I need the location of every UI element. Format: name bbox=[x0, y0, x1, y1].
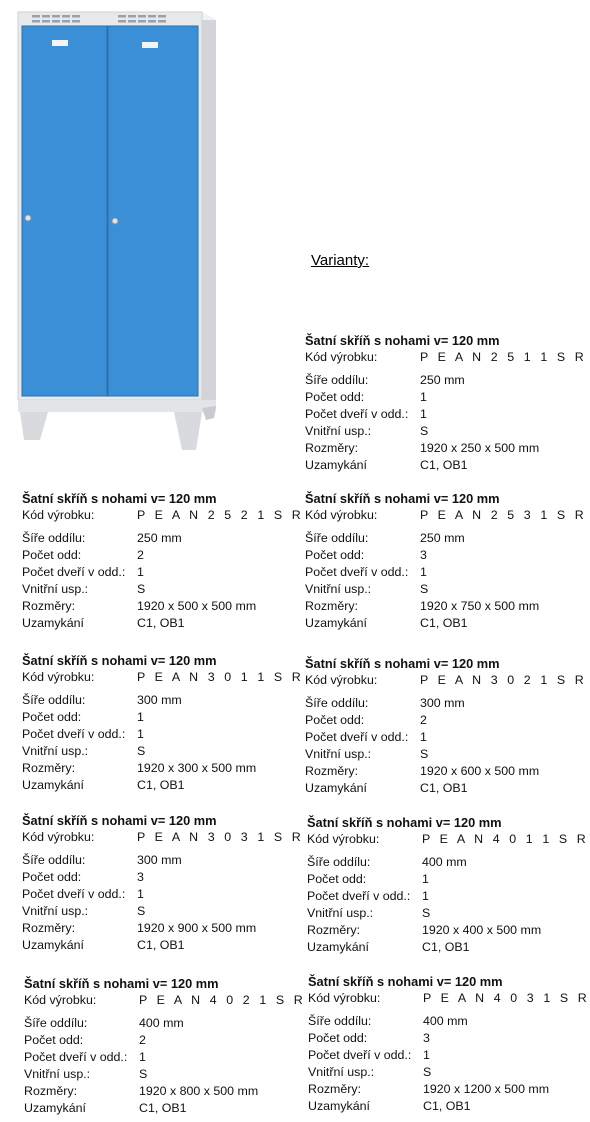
product-code-label: Kód výrobku: bbox=[24, 993, 97, 1007]
spec-label: Uzamykání bbox=[24, 1101, 86, 1115]
spec-label: Uzamykání bbox=[22, 938, 84, 952]
spec-value: 1 bbox=[137, 727, 144, 741]
spec-row bbox=[22, 564, 277, 581]
spec-value: 1920 x 600 x 500 mm bbox=[420, 764, 540, 778]
spec-row bbox=[22, 903, 277, 920]
spec-row bbox=[22, 598, 277, 615]
spec-label: Počet odd: bbox=[308, 1031, 368, 1045]
spec-row bbox=[22, 547, 277, 564]
spec-value: C1, OB1 bbox=[137, 778, 185, 792]
locker-product-image bbox=[10, 8, 220, 456]
spec-row bbox=[307, 905, 562, 922]
spec-row bbox=[22, 615, 277, 632]
spec-value: S bbox=[423, 1065, 432, 1079]
product-code-row bbox=[308, 990, 590, 1007]
spec-value: 1 bbox=[137, 887, 144, 901]
product-code-value: P E A N 3 0 1 1 S R bbox=[137, 670, 304, 684]
spec-value: S bbox=[139, 1067, 148, 1081]
variant-title: Šatní skříň s nohami v= 120 mm bbox=[24, 976, 219, 991]
spec-value: 1 bbox=[137, 710, 144, 724]
spec-label: Šíře oddílu: bbox=[305, 531, 369, 545]
spec-value: C1, OB1 bbox=[137, 616, 185, 630]
variant-spec-block bbox=[305, 655, 587, 797]
spec-label: Šíře oddílu: bbox=[305, 373, 369, 387]
product-code-row bbox=[22, 669, 304, 686]
spec-row bbox=[308, 1030, 563, 1047]
spec-value: 1 bbox=[422, 889, 429, 903]
spec-label: Počet dveří v odd.: bbox=[24, 1050, 128, 1064]
spec-row bbox=[24, 1066, 279, 1083]
spec-value: 1920 x 250 x 500 mm bbox=[420, 441, 540, 455]
spec-value: 1 bbox=[420, 730, 427, 744]
spec-row bbox=[305, 615, 560, 632]
product-code-value: P E A N 2 5 1 1 S R bbox=[420, 350, 587, 364]
spec-row bbox=[305, 712, 560, 729]
spec-row bbox=[308, 1047, 563, 1064]
variant-title: Šatní skříň s nohami v= 120 mm bbox=[305, 333, 500, 348]
spec-label: Uzamykání bbox=[305, 616, 367, 630]
spec-label: Šíře oddílu: bbox=[22, 531, 86, 545]
spec-row bbox=[305, 763, 560, 780]
spec-label: Vnitřní usp.: bbox=[24, 1067, 91, 1081]
spec-label: Šíře oddílu: bbox=[24, 1016, 88, 1030]
product-code-value: P E A N 3 0 3 1 S R bbox=[137, 830, 304, 844]
spec-label: Rozměry: bbox=[22, 761, 76, 775]
spec-value: 400 mm bbox=[139, 1016, 184, 1030]
variant-title: Šatní skříň s nohami v= 120 mm bbox=[22, 813, 217, 828]
variant-spec-block bbox=[307, 814, 589, 956]
product-code-row bbox=[305, 349, 587, 366]
product-code-row bbox=[24, 992, 306, 1009]
spec-value: 250 mm bbox=[420, 373, 465, 387]
spec-label: Uzamykání bbox=[307, 940, 369, 954]
spec-row bbox=[305, 423, 560, 440]
spec-label: Počet odd: bbox=[22, 548, 82, 562]
spec-value: C1, OB1 bbox=[420, 616, 468, 630]
spec-value: 1920 x 500 x 500 mm bbox=[137, 599, 257, 613]
spec-row bbox=[307, 922, 562, 939]
variant-spec-block bbox=[22, 652, 304, 794]
spec-label: Počet odd: bbox=[22, 870, 82, 884]
variant-title: Šatní skříň s nohami v= 120 mm bbox=[307, 815, 502, 830]
product-code-label: Kód výrobku: bbox=[305, 350, 378, 364]
variant-spec-block bbox=[22, 812, 304, 954]
spec-row bbox=[305, 406, 560, 423]
spec-label: Rozměry: bbox=[22, 921, 76, 935]
spec-label: Uzamykání bbox=[305, 781, 367, 795]
spec-row bbox=[307, 888, 562, 905]
spec-value: 1920 x 900 x 500 mm bbox=[137, 921, 257, 935]
spec-row bbox=[22, 760, 277, 777]
product-code-value: P E A N 4 0 3 1 S R bbox=[423, 991, 590, 1005]
variant-spec-block bbox=[24, 975, 306, 1117]
product-code-label: Kód výrobku: bbox=[22, 670, 95, 684]
spec-row bbox=[24, 1049, 279, 1066]
spec-row bbox=[305, 440, 560, 457]
spec-row bbox=[22, 852, 277, 869]
spec-row bbox=[305, 530, 560, 547]
variants-heading: Varianty: bbox=[311, 252, 370, 269]
spec-value: 3 bbox=[137, 870, 144, 884]
spec-row bbox=[22, 869, 277, 886]
variant-title: Šatní skříň s nohami v= 120 mm bbox=[305, 656, 500, 671]
spec-value: C1, OB1 bbox=[420, 458, 468, 472]
spec-label: Počet odd: bbox=[305, 390, 365, 404]
spec-value: 250 mm bbox=[420, 531, 465, 545]
spec-row bbox=[305, 780, 560, 797]
spec-row bbox=[305, 746, 560, 763]
spec-value: 250 mm bbox=[137, 531, 182, 545]
variant-spec-block bbox=[22, 490, 304, 632]
product-code-row bbox=[22, 829, 304, 846]
spec-row bbox=[22, 530, 277, 547]
spec-label: Uzamykání bbox=[308, 1099, 370, 1113]
spec-row bbox=[24, 1100, 279, 1117]
spec-value: 300 mm bbox=[137, 693, 182, 707]
spec-label: Šíře oddílu: bbox=[305, 696, 369, 710]
spec-label: Počet dveří v odd.: bbox=[305, 730, 409, 744]
spec-label: Vnitřní usp.: bbox=[22, 744, 89, 758]
spec-label: Uzamykání bbox=[22, 616, 84, 630]
product-code-row bbox=[307, 831, 589, 848]
spec-row bbox=[22, 777, 277, 794]
spec-row bbox=[22, 581, 277, 598]
spec-row bbox=[305, 389, 560, 406]
spec-value: 2 bbox=[139, 1033, 146, 1047]
spec-label: Počet dveří v odd.: bbox=[308, 1048, 412, 1062]
spec-label: Rozměry: bbox=[308, 1082, 362, 1096]
spec-value: 1920 x 300 x 500 mm bbox=[137, 761, 257, 775]
spec-label: Šíře oddílu: bbox=[22, 853, 86, 867]
spec-value: 300 mm bbox=[420, 696, 465, 710]
spec-label: Počet dveří v odd.: bbox=[22, 887, 126, 901]
spec-row bbox=[308, 1064, 563, 1081]
spec-label: Vnitřní usp.: bbox=[305, 582, 372, 596]
spec-label: Vnitřní usp.: bbox=[307, 906, 374, 920]
product-code-label: Kód výrobku: bbox=[308, 991, 381, 1005]
spec-row bbox=[305, 729, 560, 746]
spec-value: 1920 x 1200 x 500 mm bbox=[423, 1082, 550, 1096]
spec-label: Uzamykání bbox=[305, 458, 367, 472]
spec-value: 1 bbox=[139, 1050, 146, 1064]
spec-label: Počet odd: bbox=[305, 548, 365, 562]
spec-value: C1, OB1 bbox=[137, 938, 185, 952]
spec-value: 1 bbox=[137, 565, 144, 579]
spec-label: Vnitřní usp.: bbox=[22, 582, 89, 596]
product-code-label: Kód výrobku: bbox=[307, 832, 380, 846]
spec-row bbox=[305, 457, 560, 474]
product-code-value: P E A N 4 0 2 1 S R bbox=[139, 993, 306, 1007]
spec-value: S bbox=[420, 582, 429, 596]
spec-row bbox=[307, 939, 562, 956]
product-code-label: Kód výrobku: bbox=[305, 673, 378, 687]
spec-row bbox=[24, 1032, 279, 1049]
spec-value: S bbox=[137, 904, 146, 918]
product-code-value: P E A N 4 0 1 1 S R bbox=[422, 832, 589, 846]
variant-title: Šatní skříň s nohami v= 120 mm bbox=[22, 491, 217, 506]
spec-label: Počet dveří v odd.: bbox=[22, 727, 126, 741]
spec-label: Vnitřní usp.: bbox=[308, 1065, 375, 1079]
spec-label: Počet dveří v odd.: bbox=[22, 565, 126, 579]
spec-row bbox=[305, 581, 560, 598]
spec-label: Rozměry: bbox=[305, 599, 359, 613]
spec-label: Počet dveří v odd.: bbox=[305, 407, 409, 421]
spec-label: Počet odd: bbox=[24, 1033, 84, 1047]
spec-label: Uzamykání bbox=[22, 778, 84, 792]
spec-label: Vnitřní usp.: bbox=[305, 747, 372, 761]
spec-row bbox=[307, 854, 562, 871]
spec-label: Šíře oddílu: bbox=[308, 1014, 372, 1028]
spec-value: S bbox=[137, 744, 146, 758]
spec-value: 1 bbox=[420, 407, 427, 421]
spec-row bbox=[22, 920, 277, 937]
spec-value: 400 mm bbox=[423, 1014, 468, 1028]
spec-value: C1, OB1 bbox=[139, 1101, 187, 1115]
spec-row bbox=[305, 372, 560, 389]
spec-label: Šíře oddílu: bbox=[307, 855, 371, 869]
variant-title: Šatní skříň s nohami v= 120 mm bbox=[308, 974, 503, 989]
spec-value: C1, OB1 bbox=[423, 1099, 471, 1113]
spec-value: S bbox=[422, 906, 431, 920]
spec-value: S bbox=[420, 747, 429, 761]
spec-value: 3 bbox=[423, 1031, 430, 1045]
spec-label: Vnitřní usp.: bbox=[22, 904, 89, 918]
spec-row bbox=[24, 1015, 279, 1032]
product-code-label: Kód výrobku: bbox=[305, 508, 378, 522]
product-code-value: P E A N 3 0 2 1 S R bbox=[420, 673, 587, 687]
spec-row bbox=[22, 692, 277, 709]
spec-row bbox=[305, 598, 560, 615]
spec-value: 1920 x 400 x 500 mm bbox=[422, 923, 542, 937]
product-code-value: P E A N 2 5 2 1 S R bbox=[137, 508, 304, 522]
spec-label: Počet dveří v odd.: bbox=[307, 889, 411, 903]
spec-value: S bbox=[137, 582, 146, 596]
product-code-label: Kód výrobku: bbox=[22, 830, 95, 844]
spec-value: 2 bbox=[420, 713, 427, 727]
spec-row bbox=[308, 1098, 563, 1115]
spec-row bbox=[24, 1083, 279, 1100]
spec-label: Počet dveří v odd.: bbox=[305, 565, 409, 579]
spec-row bbox=[305, 695, 560, 712]
spec-value: 1 bbox=[420, 390, 427, 404]
spec-value: 300 mm bbox=[137, 853, 182, 867]
spec-value: 1920 x 750 x 500 mm bbox=[420, 599, 540, 613]
spec-label: Rozměry: bbox=[307, 923, 361, 937]
variant-spec-block bbox=[305, 490, 587, 632]
variant-title: Šatní skříň s nohami v= 120 mm bbox=[22, 653, 217, 668]
variant-title: Šatní skříň s nohami v= 120 mm bbox=[305, 491, 500, 506]
spec-value: 3 bbox=[420, 548, 427, 562]
spec-value: 1 bbox=[420, 565, 427, 579]
product-code-row bbox=[305, 507, 587, 524]
spec-value: 1 bbox=[422, 872, 429, 886]
spec-label: Vnitřní usp.: bbox=[305, 424, 372, 438]
product-code-row bbox=[22, 507, 304, 524]
spec-value: C1, OB1 bbox=[422, 940, 470, 954]
spec-row bbox=[308, 1081, 563, 1098]
spec-row bbox=[22, 886, 277, 903]
spec-label: Počet odd: bbox=[305, 713, 365, 727]
spec-row bbox=[307, 871, 562, 888]
spec-label: Rozměry: bbox=[22, 599, 76, 613]
spec-value: 2 bbox=[137, 548, 144, 562]
spec-row bbox=[22, 726, 277, 743]
spec-value: 1 bbox=[423, 1048, 430, 1062]
spec-label: Rozměry: bbox=[305, 764, 359, 778]
product-code-value: P E A N 2 5 3 1 S R bbox=[420, 508, 587, 522]
spec-row bbox=[305, 564, 560, 581]
spec-row bbox=[22, 743, 277, 760]
spec-row bbox=[22, 709, 277, 726]
spec-label: Šíře oddílu: bbox=[22, 693, 86, 707]
spec-value: C1, OB1 bbox=[420, 781, 468, 795]
spec-value: S bbox=[420, 424, 429, 438]
spec-label: Počet odd: bbox=[307, 872, 367, 886]
spec-row bbox=[308, 1013, 563, 1030]
variant-spec-block bbox=[305, 332, 587, 474]
product-code-label: Kód výrobku: bbox=[22, 508, 95, 522]
spec-label: Rozměry: bbox=[24, 1084, 78, 1098]
spec-row bbox=[22, 937, 277, 954]
spec-value: 400 mm bbox=[422, 855, 467, 869]
spec-row bbox=[305, 547, 560, 564]
spec-label: Rozměry: bbox=[305, 441, 359, 455]
spec-label: Počet odd: bbox=[22, 710, 82, 724]
spec-value: 1920 x 800 x 500 mm bbox=[139, 1084, 259, 1098]
variant-spec-block bbox=[308, 973, 590, 1115]
product-code-row bbox=[305, 672, 587, 689]
